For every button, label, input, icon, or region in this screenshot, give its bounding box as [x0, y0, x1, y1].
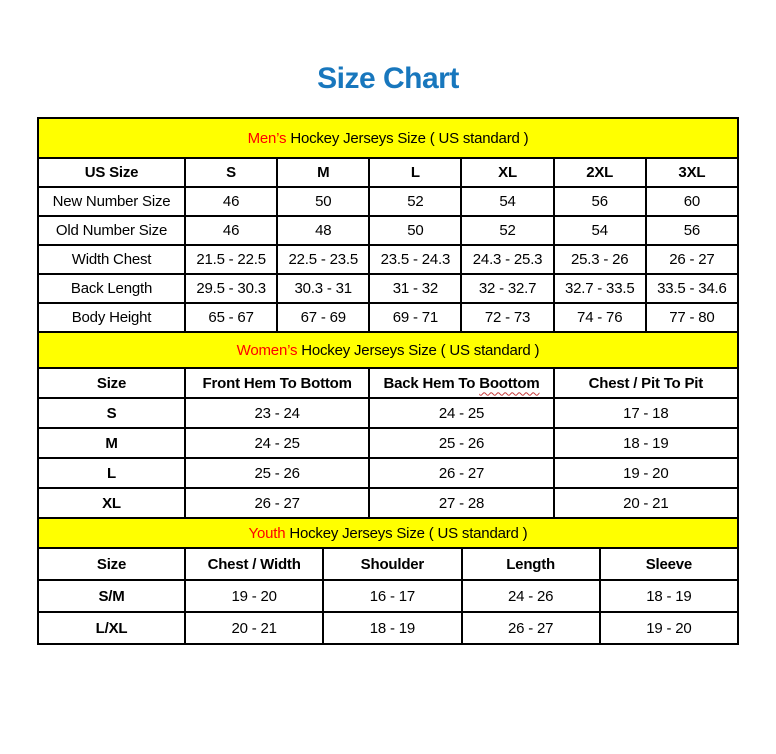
size-value-cell: 19 - 20	[185, 580, 323, 612]
youth-section-banner	[38, 518, 738, 548]
youth-banner-text: Hockey Jerseys Size ( US standard )	[289, 524, 528, 542]
row-label: Body Height	[38, 303, 185, 332]
size-value-cell: 22.5 - 23.5	[277, 245, 369, 274]
size-value-cell: 46	[185, 216, 277, 245]
size-value-cell: 21.5 - 22.5	[185, 245, 277, 274]
mens-banner-text: Hockey Jerseys Size ( US standard )	[290, 129, 529, 147]
size-value-cell: 26 - 27	[369, 458, 553, 488]
size-value-cell: 23 - 24	[185, 398, 369, 428]
col-header-misspelled	[369, 368, 553, 398]
size-value-cell: 19 - 20	[554, 458, 738, 488]
size-value-cell: 25 - 26	[185, 458, 369, 488]
size-value-cell: 60	[646, 187, 738, 216]
womens-header-row	[38, 368, 738, 398]
size-value-cell: 48	[277, 216, 369, 245]
womens-size-table	[37, 331, 739, 519]
col-header: Sleeve	[600, 548, 738, 580]
row-label: Back Length	[38, 274, 185, 303]
table-row	[38, 398, 738, 428]
size-value-cell: 50	[369, 216, 461, 245]
size-value-cell: 54	[554, 216, 646, 245]
col-header: Size	[38, 368, 185, 398]
size-value-cell: 18 - 19	[323, 612, 461, 644]
table-row	[38, 428, 738, 458]
youth-banner-row	[38, 518, 738, 548]
col-header: XL	[461, 158, 553, 187]
size-value-cell: 25.3 - 26	[554, 245, 646, 274]
size-value-cell: 24 - 26	[462, 580, 600, 612]
size-tables-container	[37, 117, 739, 645]
size-value-cell: 20 - 21	[185, 612, 323, 644]
table-row	[38, 303, 738, 332]
size-value-cell: 56	[646, 216, 738, 245]
size-value-cell: 19 - 20	[600, 612, 738, 644]
mens-size-table	[37, 117, 739, 333]
size-value-cell: 32.7 - 33.5	[554, 274, 646, 303]
size-chart-page	[0, 62, 776, 645]
row-label: S	[38, 398, 185, 428]
youth-header-row	[38, 548, 738, 580]
row-label: M	[38, 428, 185, 458]
size-value-cell: 32 - 32.7	[461, 274, 553, 303]
youth-banner-highlight: Youth	[248, 524, 286, 542]
size-value-cell: 30.3 - 31	[277, 274, 369, 303]
col-header: Length	[462, 548, 600, 580]
row-label: Width Chest	[38, 245, 185, 274]
col-header: 2XL	[554, 158, 646, 187]
col-header: 3XL	[646, 158, 738, 187]
mens-banner-row	[38, 118, 738, 158]
size-value-cell: 46	[185, 187, 277, 216]
size-value-cell: 67 - 69	[277, 303, 369, 332]
size-value-cell: 69 - 71	[369, 303, 461, 332]
size-value-cell: 72 - 73	[461, 303, 553, 332]
size-value-cell: 52	[369, 187, 461, 216]
size-value-cell: 18 - 19	[554, 428, 738, 458]
table-row	[38, 612, 738, 644]
row-label: XL	[38, 488, 185, 518]
col-header: Shoulder	[323, 548, 461, 580]
mens-section-banner	[38, 118, 738, 158]
size-value-cell: 65 - 67	[185, 303, 277, 332]
size-value-cell: 20 - 21	[554, 488, 738, 518]
size-value-cell: 24 - 25	[185, 428, 369, 458]
size-value-cell: 23.5 - 24.3	[369, 245, 461, 274]
table-row	[38, 458, 738, 488]
row-label: Old Number Size	[38, 216, 185, 245]
size-value-cell: 18 - 19	[600, 580, 738, 612]
size-value-cell: 50	[277, 187, 369, 216]
size-value-cell: 26 - 27	[646, 245, 738, 274]
row-label: L	[38, 458, 185, 488]
mens-banner-highlight: Men’s	[247, 129, 287, 147]
table-row	[38, 580, 738, 612]
row-label: New Number Size	[38, 187, 185, 216]
col-header: Chest / Pit To Pit	[554, 368, 738, 398]
size-value-cell: 24 - 25	[369, 398, 553, 428]
size-value-cell: 25 - 26	[369, 428, 553, 458]
page-title: Size Chart	[317, 62, 459, 95]
womens-banner-highlight: Women’s	[236, 341, 298, 359]
table-row	[38, 187, 738, 216]
col-header: M	[277, 158, 369, 187]
size-value-cell: 16 - 17	[323, 580, 461, 612]
row-label: S/M	[38, 580, 185, 612]
size-value-cell: 29.5 - 30.3	[185, 274, 277, 303]
mens-header-row	[38, 158, 738, 187]
womens-banner-text: Hockey Jerseys Size ( US standard )	[301, 341, 540, 359]
col-header-misspelled-word: Boottom	[479, 374, 540, 392]
col-header-prefix: Back Hem To	[383, 374, 476, 392]
size-value-cell: 27 - 28	[369, 488, 553, 518]
womens-section-banner	[38, 332, 738, 368]
col-header: S	[185, 158, 277, 187]
table-row	[38, 274, 738, 303]
size-value-cell: 24.3 - 25.3	[461, 245, 553, 274]
size-value-cell: 56	[554, 187, 646, 216]
table-row	[38, 216, 738, 245]
size-value-cell: 54	[461, 187, 553, 216]
womens-banner-row	[38, 332, 738, 368]
row-label: L/XL	[38, 612, 185, 644]
size-value-cell: 31 - 32	[369, 274, 461, 303]
col-header: L	[369, 158, 461, 187]
size-value-cell: 17 - 18	[554, 398, 738, 428]
col-header: Front Hem To Bottom	[185, 368, 369, 398]
size-value-cell: 26 - 27	[462, 612, 600, 644]
col-header: Chest / Width	[185, 548, 323, 580]
col-header: US Size	[38, 158, 185, 187]
youth-size-table	[37, 517, 739, 645]
size-value-cell: 52	[461, 216, 553, 245]
size-value-cell: 26 - 27	[185, 488, 369, 518]
size-value-cell: 33.5 - 34.6	[646, 274, 738, 303]
table-row	[38, 245, 738, 274]
size-value-cell: 77 - 80	[646, 303, 738, 332]
size-value-cell: 74 - 76	[554, 303, 646, 332]
table-row	[38, 488, 738, 518]
col-header: Size	[38, 548, 185, 580]
